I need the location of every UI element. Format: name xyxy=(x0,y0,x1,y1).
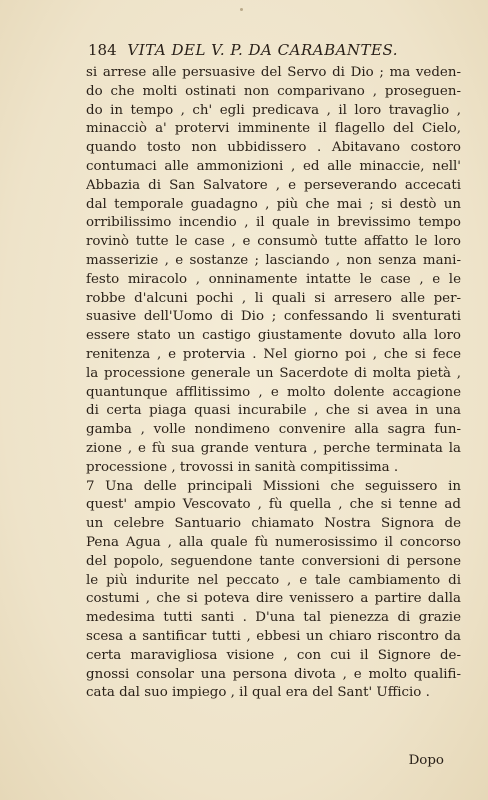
text-line: orribilissimo incendio , il quale in brevissimo tempo xyxy=(86,215,461,231)
page-number: 184 xyxy=(88,41,117,59)
text-line: suasive dell'Uomo di Dio ; confessando li sventurati xyxy=(86,309,461,325)
text-line: zione , e fù sua grande ventura , perche terminata la xyxy=(86,440,461,456)
text-line: scesa a santificar tutti , ebbesi un chiaro riscontro da xyxy=(86,628,461,644)
paper-speck xyxy=(240,8,243,11)
text-line: essere stato un castigo giustamente dovuto alla loro xyxy=(86,328,461,344)
catchword: Dopo xyxy=(408,753,444,768)
text-line: gnossi consolar una persona divota , e molto qualifi- xyxy=(86,666,461,682)
body-text xyxy=(86,64,461,703)
page-header xyxy=(88,40,460,60)
text-line: 7 Una delle principali Missioni che seguissero in xyxy=(86,478,461,494)
text-line: dal temporale guadagno , più che mai ; si destò un xyxy=(86,196,461,212)
text-line: masserizie , e sostanze ; lasciando , non senza mani- xyxy=(86,252,461,268)
text-line: renitenza , e protervia . Nel giorno poi , che si fece xyxy=(86,346,461,362)
text-line: processione , trovossi in sanità compitissima . xyxy=(86,459,399,475)
text-line: un celebre Santuario chiamato Nostra Signora de xyxy=(86,516,461,532)
text-line: la processione generale un Sacerdote di molta pietà , xyxy=(86,365,461,381)
text-line: contumaci alle ammonizioni , ed alle minaccie, nell' xyxy=(86,158,461,174)
text-line: medesima tutti santi . D'una tal pienezza di grazie xyxy=(86,610,461,626)
text-line: di certa piaga quasi incurabile , che si avea in una xyxy=(86,403,461,419)
text-line: rovinò tutte le case , e consumò tutte affatto le loro xyxy=(86,234,461,250)
text-line: robbe d'alcuni pochi , li quali si arresero alle per- xyxy=(86,290,461,306)
text-line: quantunque afflitissimo , e molto dolente accagione xyxy=(86,384,461,400)
text-line: le più indurite nel peccato , e tale cambiamento di xyxy=(86,572,461,588)
text-line: Abbazia di San Salvatore , e perseverando accecati xyxy=(86,177,461,193)
text-line: quando tosto non ubbidissero . Abitavano costoro xyxy=(86,140,461,156)
text-line: do in tempo , ch' egli predicava , il loro travaglio , xyxy=(86,102,461,118)
text-line: del popolo, seguendone tante conversioni di persone xyxy=(86,553,461,569)
text-line: certa maravigliosa visione , con cui il Signore de- xyxy=(86,647,461,663)
text-line: costumi , che si poteva dire venissero a partire dalla xyxy=(86,591,461,607)
text-line: gamba , volle nondimeno convenire alla sagra fun- xyxy=(86,422,461,438)
text-line: quest' ampio Vescovato , fù quella , che si tenne ad xyxy=(86,497,461,513)
text-line: Pena Agua , alla quale fù numerosissimo il concorso xyxy=(86,534,461,550)
running-head: VITA DEL V. P. DA CARABANTES. xyxy=(127,41,399,59)
text-line: do che molti ostinati non comparivano , proseguen- xyxy=(86,83,461,99)
text-line: festo miracolo , onninamente intatte le case , e le xyxy=(86,271,461,287)
text-line: cata dal suo impiego , il qual era del Sant' Ufficio . xyxy=(86,685,430,701)
text-line: minacciò a' protervi imminente il flagello del Cielo, xyxy=(86,121,461,137)
text-line: si arrese alle persuasive del Servo di Dio ; ma veden- xyxy=(86,65,461,80)
